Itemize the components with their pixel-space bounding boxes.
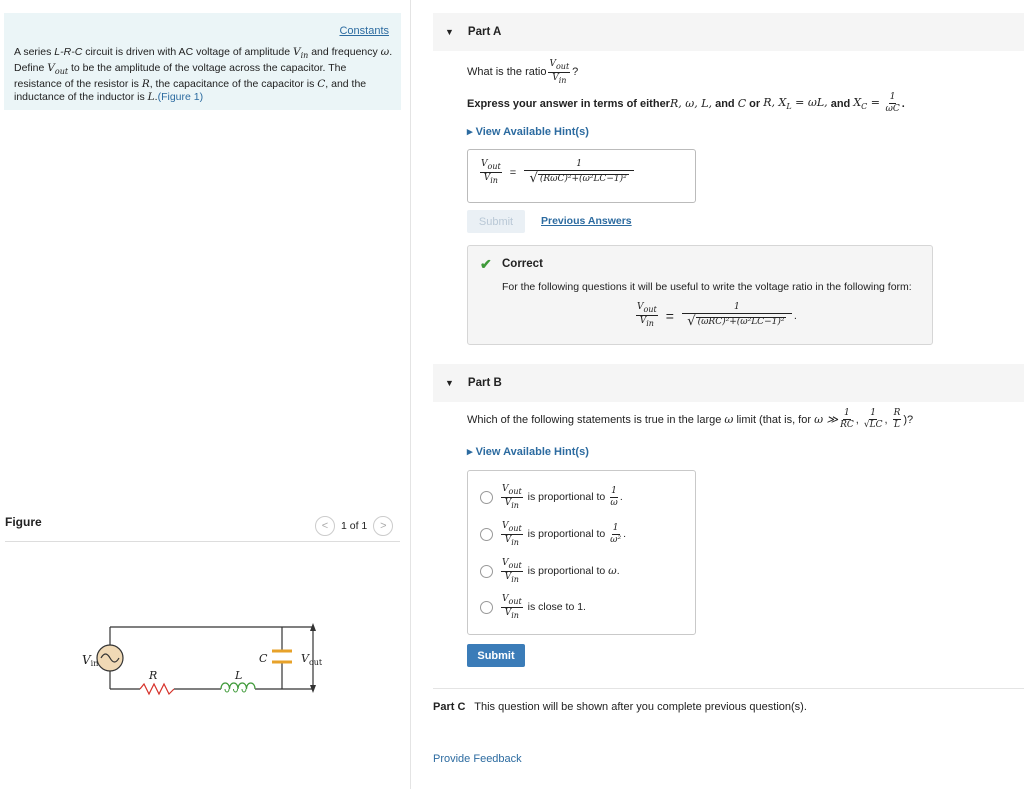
circuit-name: L-R-C [54,46,83,58]
left-pane [0,0,411,789]
instr-text: and [827,97,854,110]
correct-feedback-box [467,245,933,345]
part-c-divider [433,688,1024,689]
part-b-title: Part B [467,377,502,389]
vout-symbol: $V_{out}$ [47,62,69,77]
option-text: is close to 1. [524,601,586,614]
ratio-fraction: $\frac{V_{out}}{V_{in}}$ [549,59,570,85]
intro-text-part: . Define [14,46,393,75]
answer-expression [478,160,636,185]
instr-math: R, ω, L, [669,97,713,110]
period: . [616,565,620,578]
part-b-header[interactable] [433,364,1024,402]
radio-button[interactable] [480,565,493,578]
previous-answers-link[interactable]: Previous Answers [541,215,632,227]
answer-rhs-fraction: 1 √ (RωC)²+(ω²LC−1)² [524,160,634,185]
option-fraction: $\frac{1}{\omega}$ [610,485,618,508]
collapse-triangle-icon[interactable]: ▼ [445,27,454,37]
question-text: limit (that is, for [733,413,815,426]
figure-link[interactable]: (Figure 1) [157,91,204,104]
question-mark: ? [572,66,579,79]
instr-text: and [712,97,738,110]
part-a-title: Part A [467,26,502,38]
vout-label: $V_{out}$ [301,652,323,667]
instr-text: Express your answer in terms of either [467,97,670,110]
ratio-fraction: $\frac{V_{out}}{V_{in}}$ [502,594,522,620]
checkmark-icon: ✔ [480,256,492,272]
part-b-question [467,409,913,430]
part-b-hint-link[interactable]: ▸ View Available Hint(s) [467,446,589,458]
intro-text-part: and frequency [308,46,381,58]
correct-title: Correct [502,258,543,270]
omega-symbol: ω [380,46,390,58]
vin-symbol: $V_{in}$ [292,46,309,61]
intro-text-part: . [154,91,158,104]
figure-page-count: 1 of 1 [341,520,368,532]
next-figure-icon[interactable]: > [373,516,393,536]
figure-pager [315,516,393,536]
l-symbol: L [147,91,155,104]
part-b-submit-button[interactable]: Submit [467,644,525,667]
instr-math: C [737,97,747,110]
option-text: is proportional to [524,491,609,504]
option-4[interactable] [480,595,586,620]
resistor-icon [140,684,174,694]
option-text: is proportional to [524,565,609,578]
answer-lhs-fraction: $\frac{V_{out}}{V_{in}}$ [481,159,501,185]
part-a-instructions [467,93,905,114]
part-a-hint-link[interactable]: ▸ View Available Hint(s) [467,126,589,138]
part-c-row [433,701,807,713]
intro-text-part: circuit is driven with AC voltage of amplitude [82,46,293,58]
inductor-icon [221,683,255,689]
r-label: R [149,669,158,682]
formula-rhs: 1 √ (ωRC)²+(ω²LC−1)² [682,303,792,328]
omega-symbol: ω [724,413,734,426]
option-1[interactable] [480,485,623,510]
instr-math: $X_C$ = [853,95,884,112]
period: . [793,309,797,322]
rl-fraction: $\frac{R}{L}$ [893,408,901,430]
correct-body: For the following questions it will be useful to write the voltage ratio in the following form: [502,281,912,293]
instr-math: R, $X_L = \omega L$, [763,95,828,112]
intro-text [14,46,394,104]
part-a-header[interactable] [433,13,1024,51]
question-text: What is the ratio [467,66,547,79]
period: . [619,491,623,504]
part-c-title: Part C [433,701,466,713]
option-fraction: $\frac{1}{\text{ω²}}$ [610,522,622,545]
figure-divider [5,541,400,542]
intro-text-part: , the capacitance of the capacitor is [149,78,318,91]
intro-text-part: A series [14,46,55,58]
vin-label: Vin [82,653,99,668]
l-label: L [235,669,243,682]
intro-text-part: , and the inductance of the inductor is [14,78,367,104]
comma: , [855,413,862,426]
ratio-fraction: $\frac{V_{out}}{V_{in}}$ [502,484,522,510]
instr-text: . [901,97,905,110]
provide-feedback-link[interactable]: Provide Feedback [433,753,522,765]
c-label: C [259,652,268,665]
question-text: )? [903,413,914,426]
correct-formula [634,303,797,328]
equals-sign: = [509,166,517,179]
part-c-text: This question will be shown after you complete previous question(s). [474,701,807,713]
lc-fraction: $\frac{1}{√LC}$ [863,408,883,430]
intro-text-part: to be the amplitude of the voltage across the capacitor. The resistance of the resistor is [14,62,347,91]
period: . [623,528,627,541]
radio-button[interactable] [480,491,493,504]
option-text: is proportional to [524,528,609,541]
radio-button[interactable] [480,601,493,614]
equals-sign: = [665,307,674,324]
figure-heading: Figure [5,515,42,529]
option-2[interactable] [480,522,626,547]
ratio-fraction: $\frac{V_{out}}{V_{in}}$ [502,558,522,584]
part-a-answer-box[interactable] [467,149,696,203]
radio-button[interactable] [480,528,493,541]
part-b-options [467,470,696,635]
part-a-question [467,60,578,85]
part-a-submit-button[interactable]: Submit [467,210,525,233]
question-text: Which of the following statements is true in the large [467,413,725,426]
intro-box [4,13,401,110]
constants-link[interactable]: Constants [339,25,389,37]
c-symbol: C [317,78,326,91]
option-3[interactable] [480,559,620,584]
ratio-fraction: $\frac{V_{out}}{V_{in}}$ [502,521,522,547]
omega-symbol: ω [608,565,617,578]
comma: , [884,413,891,426]
much-greater-symbol: ω ≫ [814,413,839,426]
instr-text: or [746,97,764,110]
r-symbol: R [141,78,150,91]
prev-figure-icon[interactable]: < [315,516,335,536]
circuit-diagram [78,618,338,708]
xc-fraction: $\frac{1}{\omega C}$ [885,92,900,114]
rc-fraction: $\frac{1}{RC}$ [840,408,854,430]
collapse-triangle-icon[interactable]: ▼ [445,378,454,388]
formula-lhs: $\frac{V_{out}}{V_{in}}$ [637,302,657,328]
